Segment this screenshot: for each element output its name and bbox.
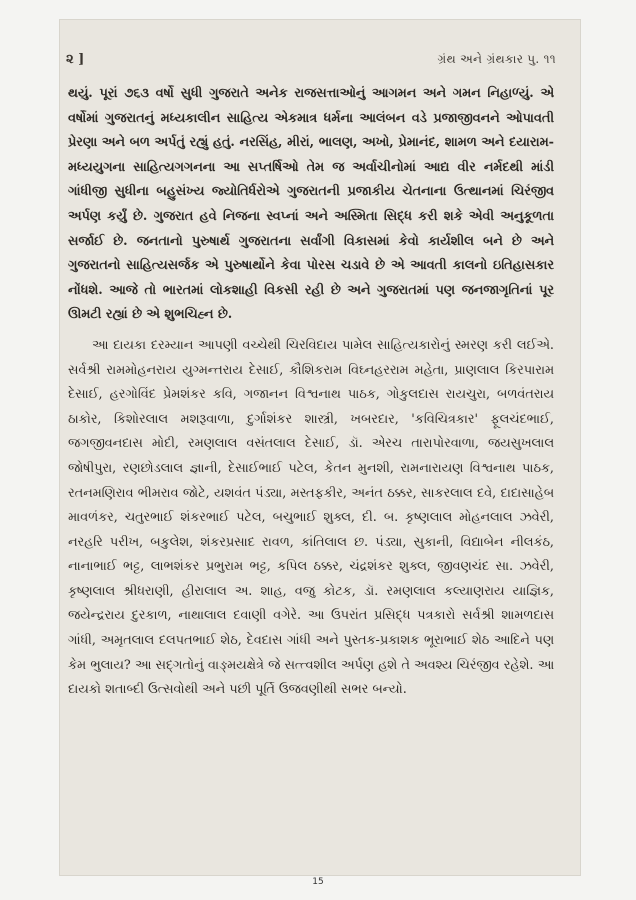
body-text <box>68 82 554 709</box>
running-head: ગ્રંથ અને ગ્રંથકાર પુ. ૧૧ <box>437 52 556 66</box>
folio-number: 15 <box>312 877 324 887</box>
paragraph: આ દાયકા દરમ્યાન આપણી વચ્ચેથી ચિરવિદાય પામેલ સાહિત્યકારોનું સ્મરણ કરી લઈએ. સર્વશ્રી રામમોહનરાય યુગ્મન્તરાય દેસાઈ, કૌશિકરામ વિઘ્નહરરામ મહેતા, પ્રાણલાલ કિરપારામ દેસાઈ, હરગોવિંદ પ્રેમશંકર કવિ, ગજાનન વિશ્વનાથ પાઠક, ગોકુલદાસ રાયચુરા, બળવંતરાય ઠાકોર, કિશોરલાલ મશરૂવાળા, દુર્ગાશંકર શાસ્ત્રી, ખબરદાર, 'કવિચિત્રકાર' ફૂલચંદભાઈ, જગજીવનદાસ મોદી, રમણલાલ વસંતલાલ દેસાઈ, ડૉ. એરચ તારાપોરવાળા, જયસુખલાલ જોષીપુરા, રણછોડલાલ જ્ઞાની, દેસાઈભાઈ પટેલ, કેતન મુનશી, રામનારાયણ વિશ્વનાથ પાઠક, રતનમણિરાવ ભીમરાવ જોટે, યશવંત પંડ્યા, મસ્તફકીર, અનંત ઠક્કર, સાકરલાલ દવે, દાદાસાહેબ માવળંકર, ચતુરભાઈ શંકરભાઈ પટેલ, બચુભાઈ શુક્લ, દી. બ. કૃષ્ણલાલ મોહનલાલ ઝવેરી, નરહરિ પરીખ, બકુલેશ, શંકરપ્રસાદ રાવળ, કાંતિલાલ છ. પંડ્યા, સુકાની, વિદ્યાબેન નીલકંઠ, નાનાભાઈ ભટ્ટ, લાભશંકર પ્રભુરામ ભટ્ટ, કપિલ ઠક્કર, ચંદ્રશંકર શુક્લ, જીવણચંદ સા. ઝવેરી, કૃષ્ણલાલ શ્રીધરાણી, હીરાલાલ અ. શાહ, વજુ કોટક, ડૉ. રમણલાલ કલ્યાણરાય યાજ્ઞિક, જયેન્દ્રરાય દુરકાળ, નાથાલાલ દવાણી વગેરે. આ ઉપરાંત પ્રસિદ્ધ પત્રકારો સર્વશ્રી શામળદાસ ગાંધી, અમૃતલાલ દલપતભાઈ શેઠ, દેવદાસ ગાંધી અને પુસ્તક-પ્રકાશક ભૂરાભાઈ શેઠ આદિને પણ કેમ ભુલાય? આ સદ્‌ગતોનું વાઙ્‌મયક્ષેત્રે જે સત્ત્વશીલ અર્પણ હશે તે અવશ્ય ચિરંજીવ રહેશે. આ દાયકો શતાબ્દી ઉત્સવોથી અને પછી પૂર્તિ ઉજવણીથી સભર બન્યો. <box>68 337 554 698</box>
page-number: ૨ ] <box>66 52 85 67</box>
paragraph: થયું. પૂરાં ૭૬૩ વર્ષો સુધી ગુજરાતે અનેક રાજસત્તાઓનું આગમન અને ગમન નિહાળ્યું. એ વર્ષોમાં ગુજરાતનું મધ્યકાલીન સાહિત્ય એકમાત્ર ધર્મના આલંબન વડે પ્રજાજીવનને ઓપાવતી પ્રેરણા અને બળ અર્પતું રહ્યું હતું. નરસિંહ, મીરાં, ભાલણ, અખો, પ્રેમાનંદ, શામળ અને દયારામ-મધ્યયુગના સાહિત્યગગનના આ સપ્તર્ષિઓ તેમ જ અર્વાચીનોમાં આદ્ય વીર નર્મદથી માંડી ગાંધીજી સુધીના બહુસંખ્ય જ્યોતિર્ધરોએ ગુજરાતની પ્રજાકીય ચેતનાના ઉત્થાનમાં ચિરંજીવ અર્પણ કર્યું છે. ગુજરાત હવે નિજના સ્વપ્નાં અને અસ્મિતા સિદ્ધ કરી શકે એવી અનુકૂળતા સર્જાઈ છે. જનતાનો પુરુષાર્થ ગુજરાતના સર્વાંગી વિકાસમાં કેવો કાર્યશીલ બને છે અને ગુજરાતનો સાહિત્યસર્જક એ પુરુષાર્થોને કેવા પોરસ ચડાવે છે એ આવતી કાલનો ઇતિહાસકાર નોંધશે. આજે તો ભારતમાં લોકશાહી વિકસી રહી છે અને ગુજરાતમાં પણ જનજાગૃતિનાં પૂર ઊમટી રહ્યાં છે એ શુભચિહ્ન છે. <box>68 86 554 323</box>
